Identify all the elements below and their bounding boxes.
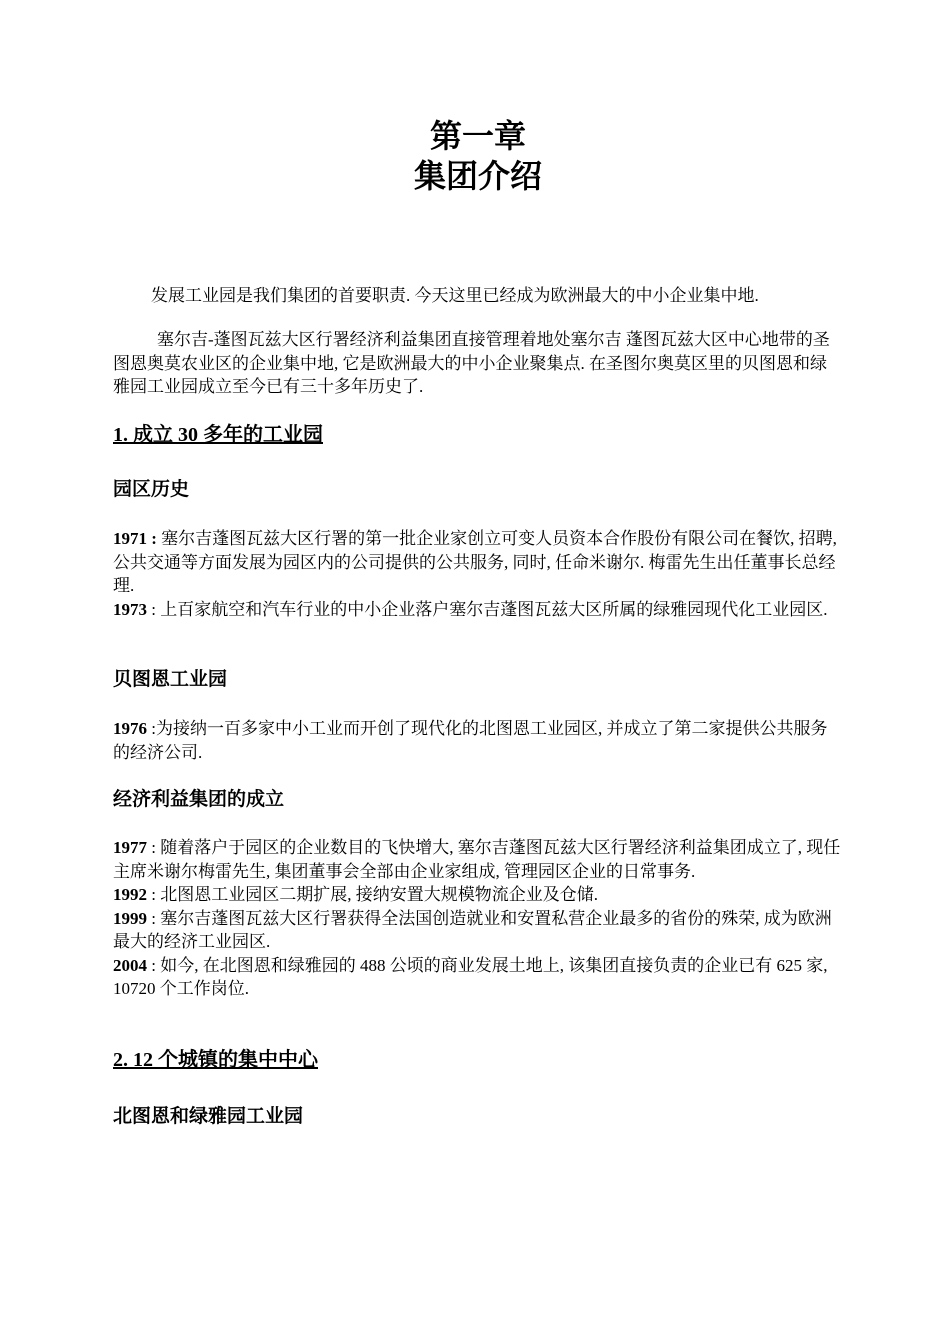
betun-heading: 贝图恩工业园 [113, 669, 228, 690]
entry-text: :为接纳一百多家中小工业而开创了现代化的北图恩工业园区, 并成立了第二家提供公共服务的经济公司. [113, 719, 828, 762]
timeline-entry [113, 907, 843, 954]
entry-text: : 上百家航空和汽车行业的中小企业落户塞尔吉蓬图瓦兹大区所属的绿雅园现代化工业园区. [147, 599, 828, 619]
entry-year: 1977 [113, 838, 147, 857]
entry-year: 2004 [113, 955, 147, 975]
founding-entries [113, 836, 843, 1001]
entry-year: 1999 [113, 908, 147, 928]
entry-year: 1992 [113, 885, 147, 904]
entry-year: 1973 [113, 599, 147, 619]
entry-text: : 随着落户于园区的企业数目的飞快增大, 塞尔吉蓬图瓦兹大区行署经济利益集团成立了, 现任主席米谢尔梅雷先生, 集团董事会全部由企业家组成, 管理园区企业的日常事务. [113, 838, 841, 881]
timeline-entry [113, 598, 843, 622]
founding-heading: 经济利益集团的成立 [113, 789, 285, 810]
entry-text: : 北图恩工业园区二期扩展, 接纳安置大规模物流企业及仓储. [147, 885, 598, 904]
history-entries [113, 527, 843, 621]
entry-year: 1976 [113, 719, 147, 738]
timeline-entry [113, 836, 843, 883]
section-2-heading: 2. 12 个城镇的集中中心 [113, 1049, 318, 1071]
chapter-title [113, 116, 843, 196]
timeline-entry [113, 883, 843, 907]
entry-text: : 塞尔吉蓬图瓦兹大区行署获得全法国创造就业和安置私营企业最多的省份的殊荣, 成为欧洲最大的经济工业园区. [113, 908, 832, 951]
betun-entries [113, 717, 843, 764]
intro-paragraph-2: 塞尔吉-蓬图瓦兹大区行署经济利益集团直接管理着地处塞尔吉 蓬图瓦兹大区中心地带的圣图恩奥莫农业区的企业集中地, 它是欧洲最大的中小企业聚集点. 在圣图尔奥莫区里的贝图恩和绿雅园工业园成立至今已有三十多年历史了. [113, 330, 830, 396]
timeline-entry [113, 527, 843, 598]
entry-text: 塞尔吉蓬图瓦兹大区行署的第一批企业家创立可变人员资本合作股份有限公司在餐饮, 招聘, 公共交通等方面发展为园区内的公司提供的公共服务, 同时, 任命米谢尔. 梅雷先生出任董事长总经理. [113, 529, 837, 595]
timeline-entry [113, 954, 843, 1001]
section-2-subheading: 北图恩和绿雅园工业园 [113, 1106, 304, 1127]
entry-text: : 如今, 在北图恩和绿雅园的 488 公顷的商业发展土地上, 该集团直接负责的企业已有 625 家, 10720 个工作岗位. [113, 955, 828, 998]
entry-year: 1971 : [113, 529, 157, 548]
intro-paragraph-1: 发展工业园是我们集团的首要职责. 今天这里已经成为欧洲最大的中小企业集中地. [151, 286, 759, 305]
section-1-heading: 1. 成立 30 多年的工业园 [113, 424, 323, 446]
chapter-number: 第一章 [429, 118, 526, 154]
chapter-subtitle: 集团介绍 [413, 158, 542, 194]
timeline-entry [113, 717, 843, 764]
history-heading: 园区历史 [113, 479, 190, 500]
